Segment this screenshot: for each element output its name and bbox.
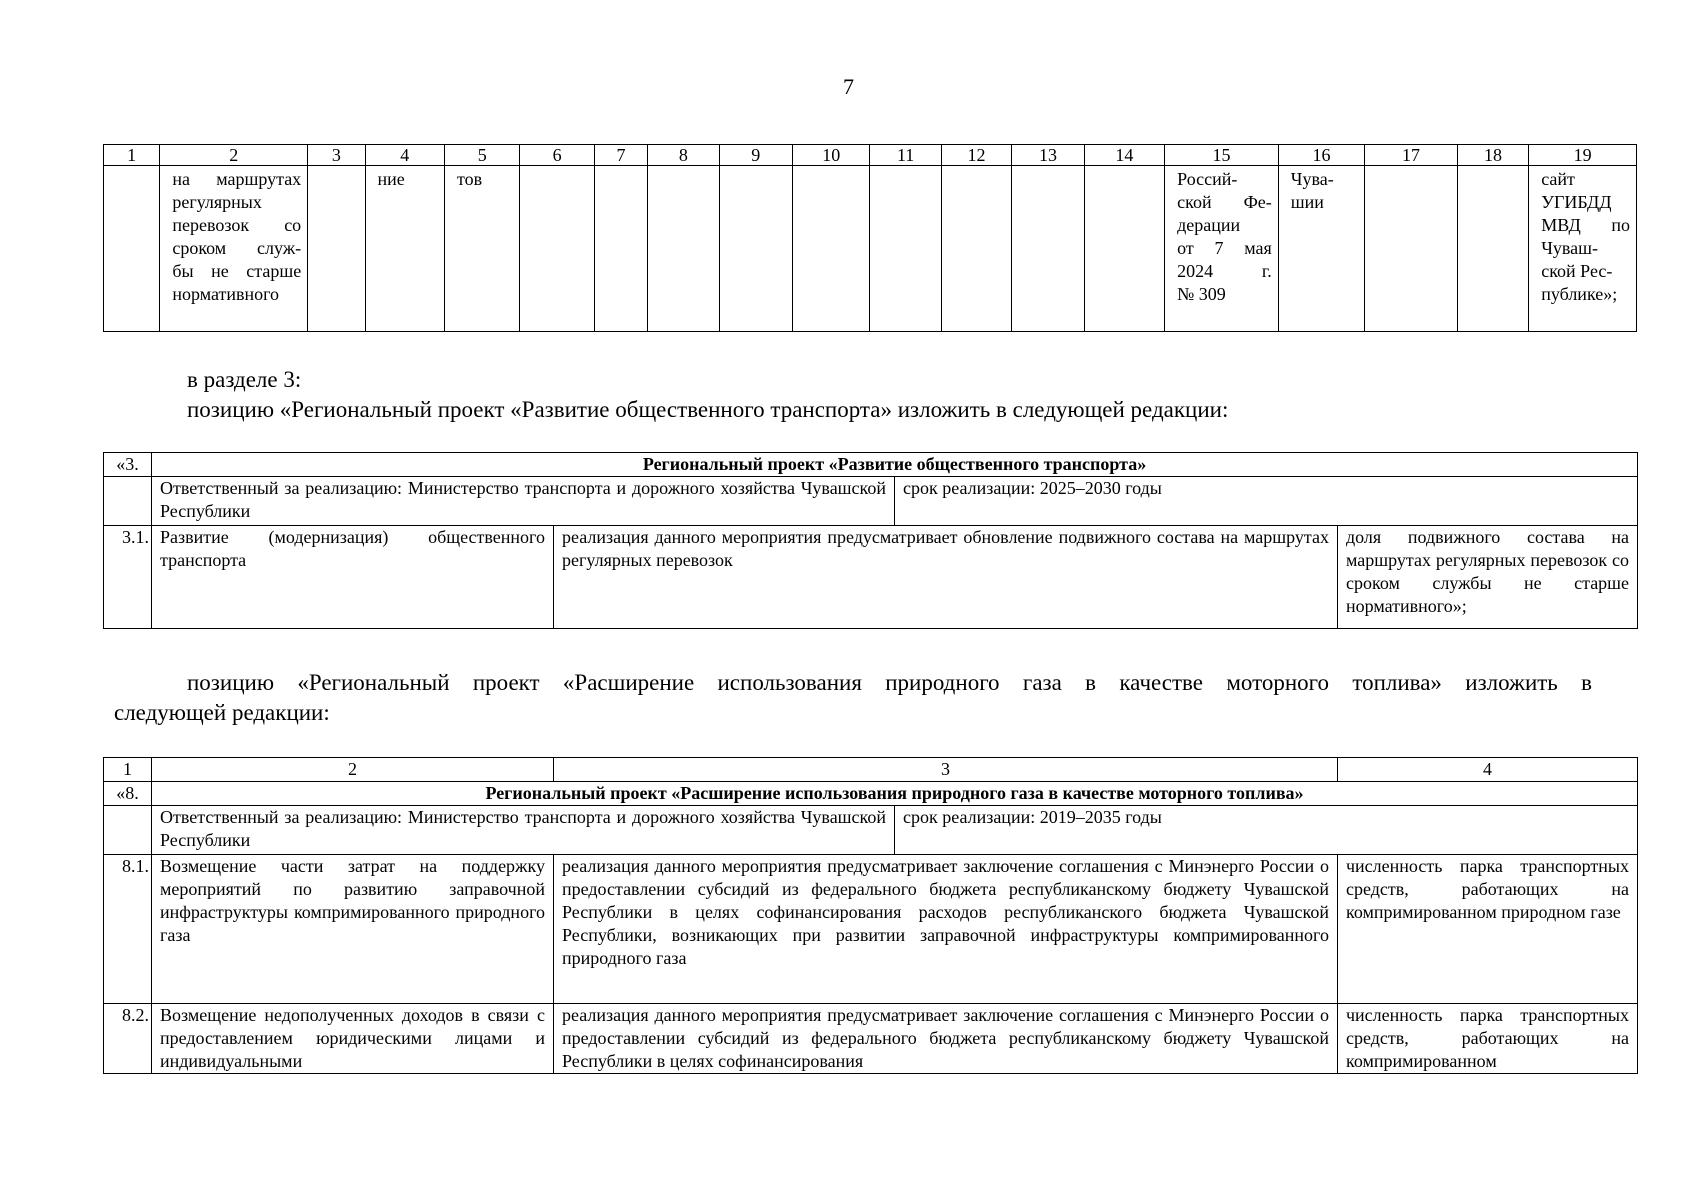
cell-5: тов [444,166,519,332]
project-table-transport [103,452,1638,629]
cell-line: регулярных [172,192,262,212]
table-row [104,166,1637,332]
cell-line: Чуваш- [1541,238,1599,258]
cell-14 [1084,166,1164,332]
responsible-text: Ответственный за реализацию: Министерство транспорта и дорожного хозяйства Чувашской Республики [152,477,895,526]
paragraph-section: в разделе 3: [187,367,302,392]
column-header: 12 [941,145,1011,166]
project-title: Региональный проект «Развитие общественного транспорта» [152,453,1638,477]
measure-name: Возмещение недополученных доходов в связи с предоставлением юридическими лицами и индивидуальными [152,1004,554,1074]
cell-line: ской Рес- [1541,261,1613,281]
cell-19 [1529,166,1637,332]
column-header: 5 [444,145,519,166]
project-meta-row [104,806,1638,855]
measure-description: реализация данного мероприятия предусматривает заключение соглашения с Минэнерго России о предоставлении субсидий из федерального бюджета республиканскому бюджету Чувашской Республики в целях софинансирования расходов республиканского бюджета Чувашской Республики, возникающих при развитии заправочной инфраструктуры компримированного природного газа [554,855,1338,1004]
column-header: 17 [1365,145,1458,166]
column-header: 19 [1529,145,1637,166]
column-header: 7 [594,145,647,166]
cell-11 [870,166,941,332]
cell-line: сайт [1541,169,1575,189]
column-header: 15 [1165,145,1279,166]
cell-6 [520,166,594,332]
cell-2 [160,166,308,332]
column-header: 4 [1338,758,1638,782]
column-header: 18 [1457,145,1528,166]
column-header: 14 [1084,145,1164,166]
cell-line: ской Фе- [1177,192,1272,212]
measure-description: реализация данного мероприятия предусматривает заключение соглашения с Минэнерго России о предоставлении субсидий из федерального бюджета республиканскому бюджету Чувашской Республики в целях софинансирования [554,1004,1338,1074]
cell-15 [1165,166,1279,332]
measure-name: Развитие (модернизация) общественного транспорта [152,526,554,629]
responsible-text: Ответственный за реализацию: Министерство транспорта и дорожного хозяйства Чувашской Республики [152,806,895,855]
measure-description: реализация данного мероприятия предусматривает обновление подвижного состава на маршрутах регулярных перевозок [554,526,1338,629]
project-number: «8. [104,782,152,806]
cell-line: 2024 г. [1177,261,1272,281]
term-text: срок реализации: 2019–2035 годы [895,806,1638,855]
cell-line: бы не старше [172,261,302,281]
cell-line: нормативного [172,284,280,304]
cell-line: Россий- [1177,169,1238,189]
project-title: Региональный проект «Расширение использования природного газа в качестве моторного топлива» [152,782,1638,806]
cell-4: ние [365,166,444,332]
cell-12 [941,166,1011,332]
column-header: 4 [365,145,444,166]
cell-line: № 309 [1177,284,1226,304]
cell-line: шии [1290,192,1324,212]
column-header: 13 [1012,145,1084,166]
cell-line: перевозок со [172,215,302,235]
cell-8 [648,166,719,332]
column-header: 11 [870,145,941,166]
column-header: 2 [160,145,308,166]
cell-7 [594,166,647,332]
paragraph-instruction: позицию «Региональный проект «Расширение использования природного газа в качестве моторного топлива» изложить в [187,670,1592,695]
column-header: 9 [719,145,792,166]
term-text: срок реализации: 2025–2030 годы [895,477,1638,526]
column-header: 16 [1278,145,1365,166]
cell-17 [1365,166,1458,332]
table-row [104,855,1638,1004]
project-table-gas [103,757,1638,1074]
paragraph-instruction: позицию «Региональный проект «Развитие общественного транспорта» изложить в следующей редакции: [187,397,1229,422]
cell-line: публике»; [1541,284,1618,304]
column-header: 6 [520,145,594,166]
column-header: 10 [792,145,869,166]
column-header: 3 [554,758,1338,782]
cell-line: от 7 мая [1177,238,1272,258]
column-header: 8 [648,145,719,166]
cell-line: УГИБДД [1541,192,1612,212]
row-number: 3.1. [104,526,152,629]
measure-indicator: численность парка транспортных средств, работающих на компримированном природном газе [1338,855,1638,1004]
table-header-row [104,758,1638,782]
cell-line: дерации [1177,215,1241,235]
empty-cell [104,477,152,526]
empty-cell [104,806,152,855]
cell-1 [104,166,160,332]
cell-line: сроком служ- [172,238,302,258]
project-title-row [104,453,1638,477]
paragraph-instruction-end: следующей редакции: [114,700,330,725]
cell-16 [1278,166,1365,332]
column-header: 1 [104,145,160,166]
table-row [104,1004,1638,1074]
column-header: 3 [308,145,365,166]
measure-indicator: численность парка транспортных средств, работающих на компримированном [1338,1004,1638,1074]
page-number: 7 [843,74,854,99]
column-header: 2 [152,758,554,782]
row-number: 8.2. [104,1004,152,1074]
cell-line: на маршрутах [172,169,302,189]
project-number: «3. [104,453,152,477]
project-title-row [104,782,1638,806]
table-header-row [104,145,1637,166]
cell-line: Чува- [1290,169,1334,189]
cell-18 [1457,166,1528,332]
row-number: 8.1. [104,855,152,1004]
measure-name: Возмещение части затрат на поддержку мероприятий по развитию заправочной инфраструктуры компримированного природного газа [152,855,554,1004]
measure-indicator: доля подвижного состава на маршрутах регулярных перевозок со сроком службы не старше нормативного»; [1338,526,1638,629]
cell-13 [1012,166,1084,332]
cell-10 [792,166,869,332]
column-header: 1 [104,758,152,782]
cell-3 [308,166,365,332]
table-row [104,526,1638,629]
project-meta-row [104,477,1638,526]
cell-9 [719,166,792,332]
cell-line: МВД по [1541,215,1630,235]
continuation-table [103,144,1637,332]
